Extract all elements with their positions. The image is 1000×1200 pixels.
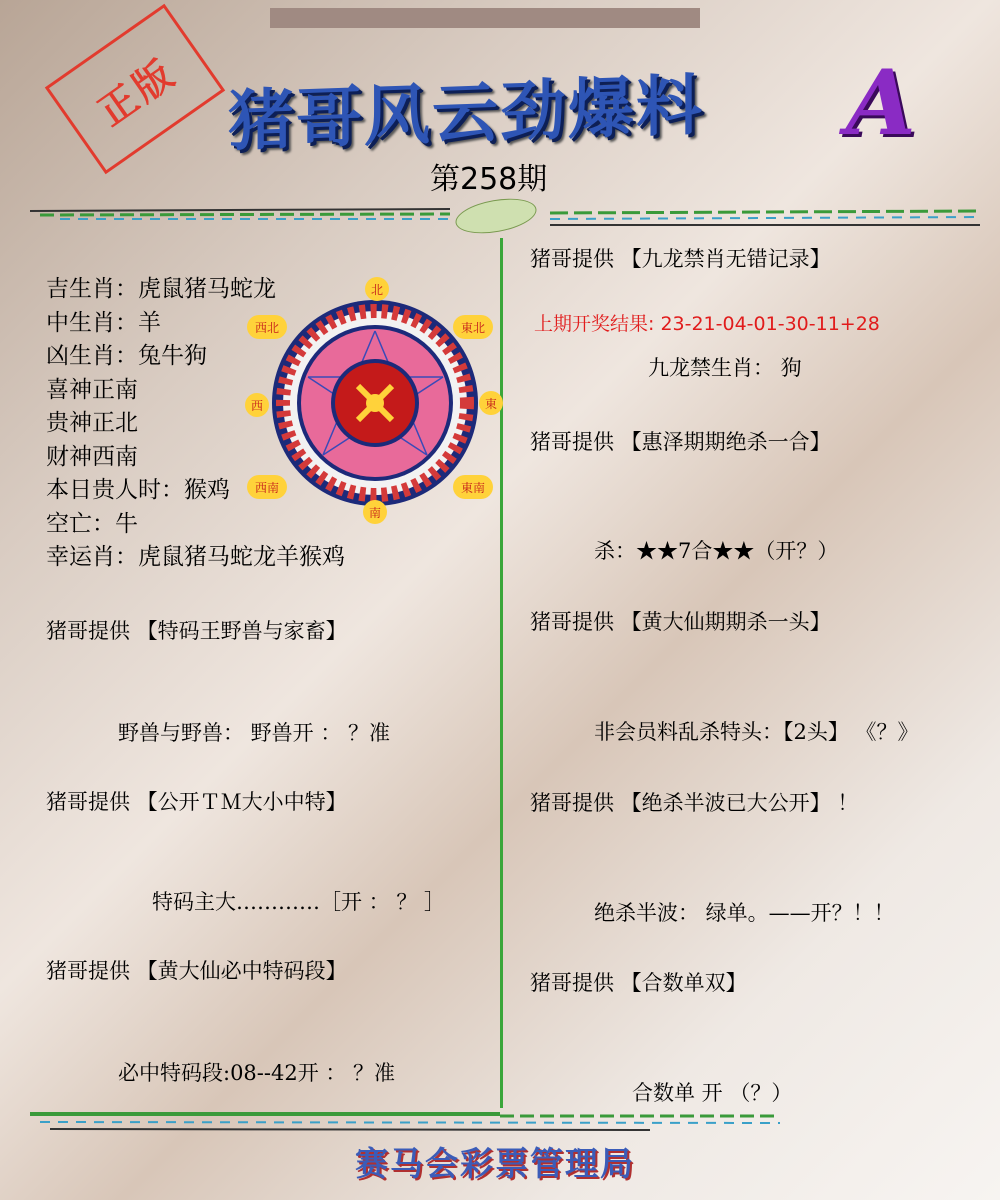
left-section3-header: 猪哥提供 【黄大仙必中特码段】 <box>46 959 347 983</box>
compass-wheel <box>250 282 497 520</box>
issue-number: 第258期 <box>430 162 548 197</box>
right-section1-header: 猪哥提供 【九龙禁肖无错记录】 <box>530 247 831 271</box>
info-middle-zodiac: 中生肖：羊 <box>46 309 161 336</box>
right-section4-content: 绝杀半波： 绿单。——开？！！ <box>594 901 895 925</box>
right-section4-header: 猪哥提供 【绝杀半波已大公开】 ！ <box>530 791 859 815</box>
right-section3-content: 非会员料乱杀特头：【2头】 《？》 <box>594 720 919 744</box>
info-void: 空亡：牛 <box>46 510 138 537</box>
info-bad-zodiac: 凶生肖：兔牛狗 <box>46 343 207 369</box>
center-divider <box>500 238 503 1108</box>
compass-south: 南 <box>363 500 387 524</box>
left-section3-content: 必中特码段:08--42开 ： ？准 <box>118 1061 396 1085</box>
compass-northwest: 西北 <box>247 315 287 339</box>
right-section5-content: 合数单 开 （？） <box>632 1081 793 1105</box>
right-section3-header: 猪哥提供 【黄大仙期期杀一头】 <box>530 610 831 634</box>
compass-east: 東 <box>479 391 503 415</box>
info-noble-god: 贵神正北 <box>46 410 138 436</box>
info-wealth-god: 财神西南 <box>46 443 138 470</box>
bottom-divider <box>30 1110 780 1134</box>
info-luck-zodiac: 幸运肖：虎鼠猪马蛇龙羊猴鸡 <box>46 544 345 570</box>
info-joy-god: 喜神正南 <box>46 376 138 403</box>
compass-southeast: 東南 <box>453 475 493 499</box>
compass-west: 西 <box>245 393 269 417</box>
authentic-stamp: 正版 <box>45 4 225 175</box>
left-section2-content: 特码主大…………［开 ： ？ ］ <box>152 890 446 914</box>
left-section2-header: 猪哥提供 【公开ＴＭ大小中特】 <box>46 790 347 814</box>
left-section1-header: 猪哥提供 【特码王野兽与家畜】 <box>46 619 347 643</box>
right-section2-content: 杀：★★7合★★（开？） <box>594 539 839 563</box>
right-section2-header: 猪哥提供 【惠泽期期绝杀一合】 <box>530 430 831 454</box>
footer-organization: 赛马会彩票管理局 <box>355 1144 635 1183</box>
compass-southwest: 西南 <box>247 475 287 499</box>
right-section1-content: 九龙禁生肖： 狗 <box>648 356 802 380</box>
info-noble-hour: 本日贵人时：猴鸡 <box>46 477 230 503</box>
info-lucky-zodiac: 吉生肖：虎鼠猪马蛇龙 <box>46 276 276 302</box>
top-banner-bar <box>270 8 700 28</box>
compass-north: 北 <box>365 277 389 301</box>
last-draw-result: 上期开奖结果: 23-21-04-01-30-11+28 <box>534 313 880 335</box>
page-title: 猪哥风云劲爆料 <box>228 66 704 161</box>
compass-northeast: 東北 <box>453 315 493 339</box>
right-section5-header: 猪哥提供 【合数单双】 <box>530 971 747 995</box>
left-section1-content: 野兽与野兽： 野兽开 ： ？准 <box>118 721 391 745</box>
edition-letter: A <box>846 50 916 156</box>
